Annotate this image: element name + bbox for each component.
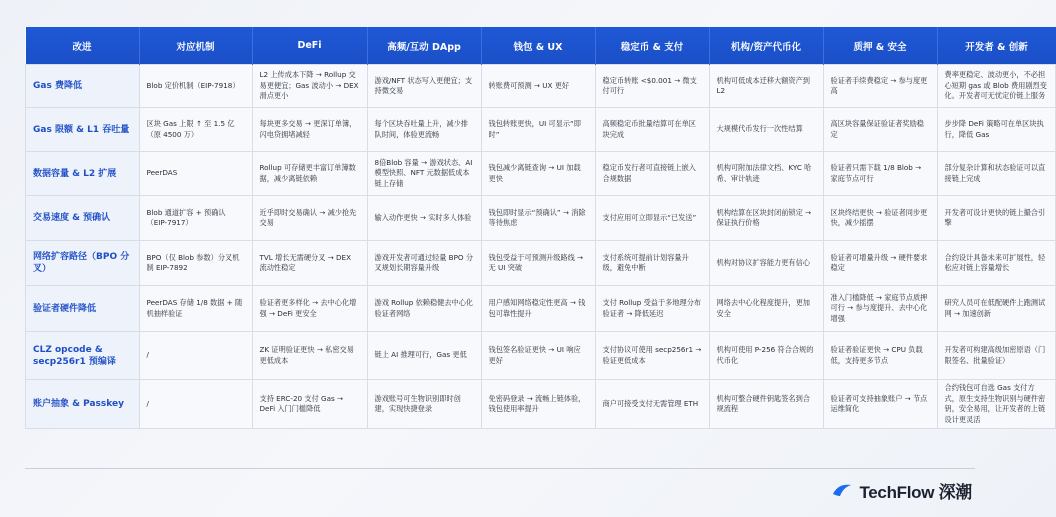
table-cell: 合约设计具备未来可扩展性，轻松应对链上容量增长 xyxy=(937,241,1056,286)
table-cell: / xyxy=(139,380,252,429)
header-defi: DeFi xyxy=(252,27,367,65)
table-row xyxy=(26,286,1056,332)
table-cell: 准入门槛降低 → 家庭节点质押可行 → 参与度提升、去中心化增强 xyxy=(823,286,937,332)
table-cell: 稳定币发行者可直接链上嵌入合规数据 xyxy=(595,152,709,196)
table-cell: 商户可接受支付无需管理 ETH xyxy=(595,380,709,429)
table-cell: 稳定币转账 <$0.001 → 微支付可行 xyxy=(595,65,709,108)
table-cell: 钱包受益于可预测升级路线 → 无 UI 突破 xyxy=(481,241,595,286)
table-cell: 钱包签名验证更快 → UI 响应更好 xyxy=(481,332,595,380)
header-mechanism: 对应机制 xyxy=(139,27,252,65)
table-cell: 费率更稳定、波动更小，不必担心短期 gas 或 Blob 费用剧烈变化。开发者可无忧定价链上服务 xyxy=(937,65,1056,108)
table-cell: 机构对协议扩容能力更有信心 xyxy=(709,241,823,286)
table-cell: 验证者可支持抽象账户 → 节点运维简化 xyxy=(823,380,937,429)
row-title: Gas 限额 & L1 吞吐量 xyxy=(26,108,140,152)
table-cell: 游戏账号可生物识别即时创建，实现快捷登录 xyxy=(367,380,481,429)
table-cell: 免密码登录 → 流畅上链体验，钱包使用率提升 xyxy=(481,380,595,429)
table-cell: 机构可低成本迁移大额资产到 L2 xyxy=(709,65,823,108)
table-cell: 机构可使用 P-256 符合合规的代币化 xyxy=(709,332,823,380)
table-cell: 区块终结更快 → 验证者同步更快，减少摇摆 xyxy=(823,196,937,241)
table-cell: 区块 Gas 上限 ↑ 至 1.5 亿（原 4500 万） xyxy=(139,108,252,152)
table-cell: Blob 定价机制（EIP-7918） xyxy=(139,65,252,108)
table-cell: 转账费可预测 → UX 更好 xyxy=(481,65,595,108)
table-cell: 支付 Rollup 受益于多地理分布验证者 → 降低延迟 xyxy=(595,286,709,332)
comparison-table-wrapper xyxy=(25,27,1047,429)
table-cell: 钱包即时显示“预确认” → 消除等待焦虑 xyxy=(481,196,595,241)
table-row xyxy=(26,196,1056,241)
header-dapp: 高频/互动 DApp xyxy=(367,27,481,65)
table-cell: 部分复杂计算和状态验证可以直接链上完成 xyxy=(937,152,1056,196)
table-cell: 验证者手续费稳定 → 参与度更高 xyxy=(823,65,937,108)
brand-logo xyxy=(831,479,972,501)
row-title: 网络扩容路径（BPO 分叉） xyxy=(26,241,140,286)
table-cell: 每块更多交易 → 更深订单簿，闪电贷拥堵减轻 xyxy=(252,108,367,152)
header-institution: 机构/资产代币化 xyxy=(709,27,823,65)
table-row xyxy=(26,152,1056,196)
table-cell: 支持 ERC-20 支付 Gas → DeFi 入门门槛降低 xyxy=(252,380,367,429)
table-cell: PeerDAS 存储 1/8 数据 + 随机抽样验证 xyxy=(139,286,252,332)
table-row xyxy=(26,108,1056,152)
table-cell: 支付协议可使用 secp256r1 → 验证更低成本 xyxy=(595,332,709,380)
table-cell: 游戏开发者可通过轻量 BPO 分叉规划长期容量升级 xyxy=(367,241,481,286)
table-cell: 机构结算在区块封闭前锁定 → 保证执行价格 xyxy=(709,196,823,241)
footer-divider xyxy=(25,468,975,469)
techflow-wave-icon xyxy=(831,482,853,498)
table-cell: 机构可整合硬件钥匙签名到合规流程 xyxy=(709,380,823,429)
row-title: 数据容量 & L2 扩展 xyxy=(26,152,140,196)
comparison-table xyxy=(25,27,1056,429)
table-cell: 用户感知网络稳定性更高 → 钱包可靠性提升 xyxy=(481,286,595,332)
table-cell: Blob 通道扩容 + 预确认（EIP-7917） xyxy=(139,196,252,241)
table-row xyxy=(26,380,1056,429)
table-cell: 高频稳定币批量结算可在单区块完成 xyxy=(595,108,709,152)
table-cell: L2 上传成本下降 → Rollup 交易更便宜；Gas 波动小 → DEX 滑点更小 xyxy=(252,65,367,108)
row-title: 账户抽象 & Passkey xyxy=(26,380,140,429)
table-cell: 验证者只需下载 1/8 Blob → 家庭节点可行 xyxy=(823,152,937,196)
header-wallet: 钱包 & UX xyxy=(481,27,595,65)
header-improvement: 改进 xyxy=(26,27,140,65)
header-stablecoin: 稳定币 & 支付 xyxy=(595,27,709,65)
table-cell: PeerDAS xyxy=(139,152,252,196)
table-cell: 输入动作更快 → 实时多人体验 xyxy=(367,196,481,241)
brand-name: TechFlow 深潮 xyxy=(859,482,972,502)
table-cell: 游戏/NFT 状态写入更便宜；支持微交易 xyxy=(367,65,481,108)
table-header-row xyxy=(26,27,1056,65)
table-row xyxy=(26,241,1056,286)
table-cell: 开发者可构建高级加密原语（门限签名、批量验证） xyxy=(937,332,1056,380)
table-cell: 机构可附加法律文档、KYC 哈希、审计轨迹 xyxy=(709,152,823,196)
table-cell: 支付系统可提前计划容量升级，避免中断 xyxy=(595,241,709,286)
table-cell: 验证者更多样化 → 去中心化增强 → DeFi 更安全 xyxy=(252,286,367,332)
table-cell: TVL 增长无需硬分叉 → DEX 流动性稳定 xyxy=(252,241,367,286)
table-cell: 游戏 Rollup 依赖稳健去中心化验证者网络 xyxy=(367,286,481,332)
table-cell: 验证者验证更快 → CPU 负载低，支持更多节点 xyxy=(823,332,937,380)
table-cell: 研究人员可在低配硬件上跑测试网 → 加速创新 xyxy=(937,286,1056,332)
table-cell: Rollup 可存储更丰富订单簿数据，减少离链依赖 xyxy=(252,152,367,196)
header-developer: 开发者 & 创新 xyxy=(937,27,1056,65)
table-cell: 8倍Blob 容量 → 游戏状态、AI 模型快照、NFT 元数据低成本链上存储 xyxy=(367,152,481,196)
table-cell: / xyxy=(139,332,252,380)
row-title: 交易速度 & 预确认 xyxy=(26,196,140,241)
table-cell: 支付应用可立即显示“已发送” xyxy=(595,196,709,241)
table-cell: 链上 AI 推理可行，Gas 更低 xyxy=(367,332,481,380)
table-cell: 高区块容量保证验证者奖励稳定 xyxy=(823,108,937,152)
table-cell: 钱包减少离链查询 → UI 加载更快 xyxy=(481,152,595,196)
table-cell: 网络去中心化程度提升，更加安全 xyxy=(709,286,823,332)
row-title: CLZ opcode & secp256r1 预编译 xyxy=(26,332,140,380)
table-cell: 每个区块吞吐量上升，减少排队时间，体验更流畅 xyxy=(367,108,481,152)
table-cell: 步步降 DeFi 策略可在单区块执行，降低 Gas xyxy=(937,108,1056,152)
table-cell: BPO（仅 Blob 参数）分叉机制 EIP-7892 xyxy=(139,241,252,286)
table-cell: 开发者可设计更快的链上撮合引擎 xyxy=(937,196,1056,241)
table-cell: 验证者可增量升级 → 硬件要求稳定 xyxy=(823,241,937,286)
table-row xyxy=(26,65,1056,108)
table-cell: 大规模代币发行一次性结算 xyxy=(709,108,823,152)
table-cell: ZK 证明验证更快 → 私密交易更低成本 xyxy=(252,332,367,380)
row-title: 验证者硬件降低 xyxy=(26,286,140,332)
header-staking: 质押 & 安全 xyxy=(823,27,937,65)
table-row xyxy=(26,332,1056,380)
row-title: Gas 费降低 xyxy=(26,65,140,108)
table-cell: 近乎即时交易确认 → 减少抢先交易 xyxy=(252,196,367,241)
table-cell: 合约钱包可自选 Gas 支付方式，原生支持生物识别与硬件密钥，安全易用，让开发者的上链设计更灵活 xyxy=(937,380,1056,429)
table-cell: 钱包转账更快，UI 可显示“即时” xyxy=(481,108,595,152)
